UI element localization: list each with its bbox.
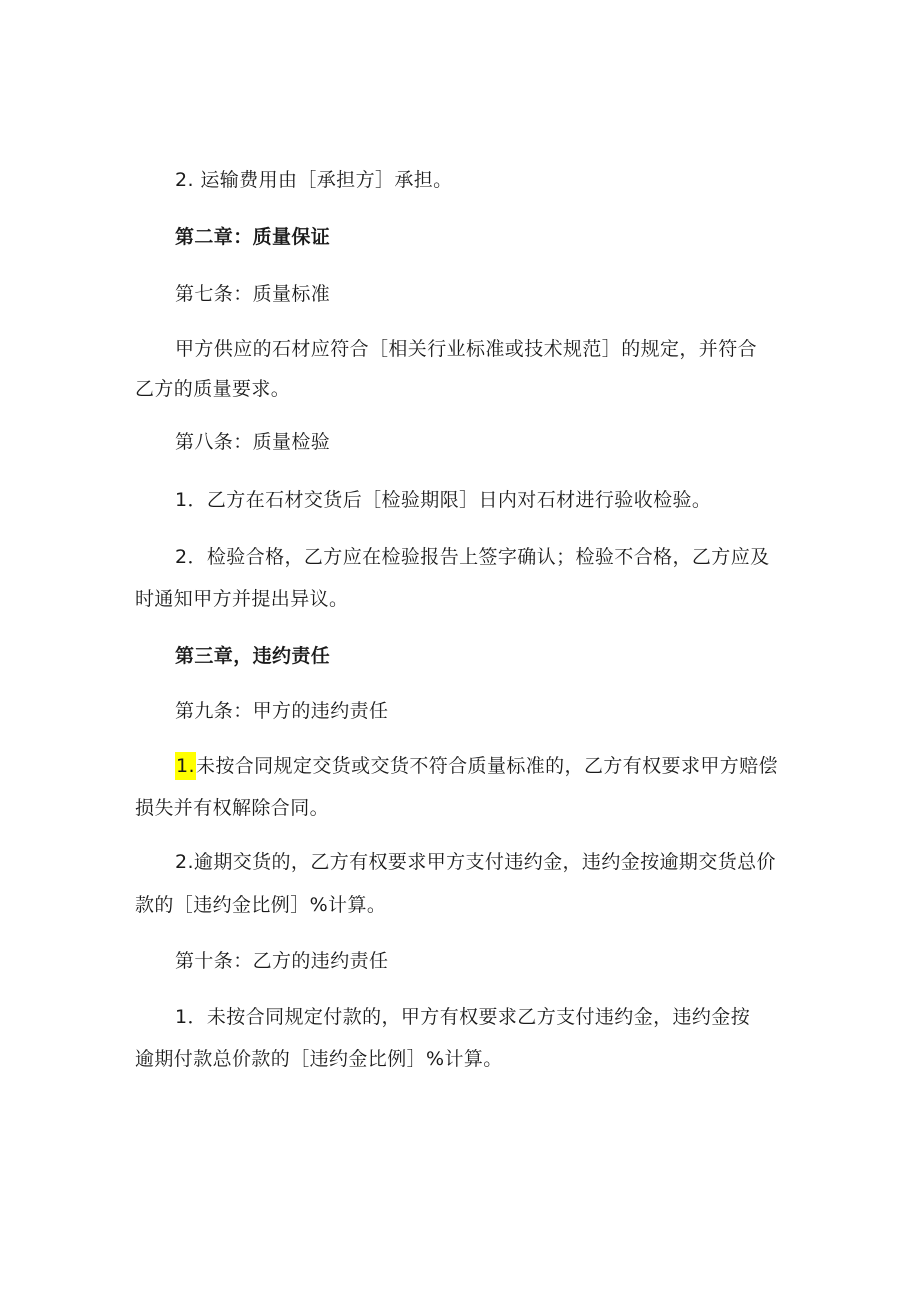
article-eight-item-1: 1．乙方在石材交货后［检验期限］日内对石材进行验收检验。 bbox=[175, 489, 712, 511]
article-ten-heading: 第十条：乙方的违约责任 bbox=[175, 950, 389, 972]
article-nine-item-1-line-2: 损失并有权解除合同。 bbox=[135, 797, 330, 819]
article-eight-heading: 第八条：质量检验 bbox=[175, 431, 331, 453]
article-seven-heading: 第七条：质量标准 bbox=[175, 283, 331, 305]
article-nine-item-2-line-2: 款的［违约金比例］%计算。 bbox=[135, 894, 387, 916]
article-ten-item-1-line-2: 逾期付款总价款的［违约金比例］%计算。 bbox=[135, 1048, 503, 1070]
article-nine-item-2-line-1: 2.逾期交货的，乙方有权要求甲方支付违约金，违约金按逾期交货总价 bbox=[175, 851, 776, 873]
highlight-marker: 1. bbox=[175, 752, 196, 780]
article-nine-item-1-text: 未按合同规定交货或交货不符合质量标准的，乙方有权要求甲方赔偿 bbox=[195, 755, 778, 777]
chapter-two-heading: 第二章：质量保证 bbox=[175, 226, 331, 248]
transport-cost-clause: 2. 运输费用由［承担方］承担。 bbox=[175, 169, 453, 191]
article-ten-item-1-line-1: 1．未按合同规定付款的，甲方有权要求乙方支付违约金，违约金按 bbox=[175, 1006, 751, 1028]
article-eight-item-2-line-2: 时通知甲方并提出异议。 bbox=[135, 588, 349, 610]
article-seven-body-line-2: 乙方的质量要求。 bbox=[135, 378, 291, 400]
chapter-three-heading: 第三章，违约责任 bbox=[175, 645, 331, 667]
article-eight-item-2-line-1: 2．检验合格，乙方应在检验报告上签字确认；检验不合格，乙方应及 bbox=[175, 546, 770, 568]
article-seven-body-line-1: 甲方供应的石材应符合［相关行业标准或技术规范］的规定，并符合 bbox=[175, 338, 758, 360]
article-nine-item-1-line-1 bbox=[175, 752, 795, 780]
article-nine-heading: 第九条：甲方的违约责任 bbox=[175, 700, 389, 722]
